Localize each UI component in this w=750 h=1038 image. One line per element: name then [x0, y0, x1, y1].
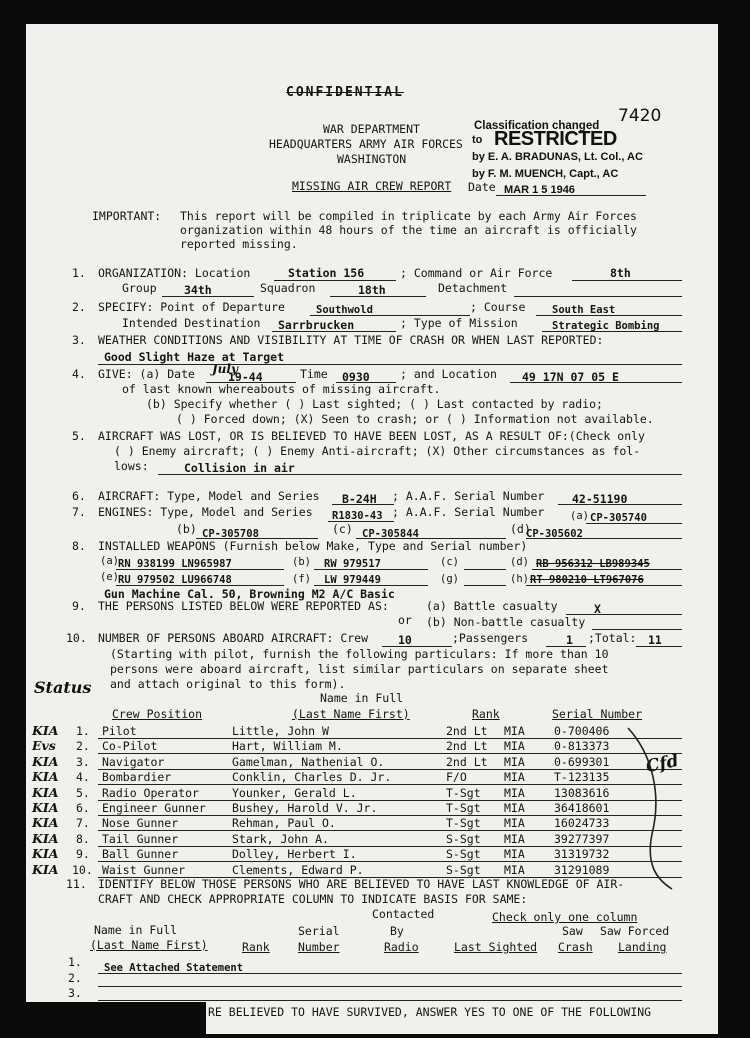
crew-serial: 16024733	[554, 816, 610, 830]
weapon-h-label: (h)	[510, 573, 529, 585]
engine-b-value: CP-305708	[202, 528, 259, 540]
crew-position: Bombardier	[102, 770, 172, 784]
crew-mia: MIA	[504, 801, 525, 815]
status-handwritten: Status	[34, 678, 92, 697]
stamp-restricted: RESTRICTED	[494, 128, 617, 150]
crew-rank: 2nd Lt	[446, 724, 488, 738]
crew-serial: 36418601	[554, 801, 610, 815]
crew-mia: MIA	[504, 755, 525, 769]
crew-row-number: 7.	[76, 816, 90, 830]
squadron-value: 18th	[358, 283, 386, 297]
engine-serial-label: ; A.A.F. Serial Number	[392, 505, 545, 519]
total-count: 11	[648, 633, 662, 647]
crew-status: KIA	[32, 769, 59, 784]
stamp-date-line	[496, 195, 646, 196]
crew-row-number: 9.	[76, 847, 90, 861]
crew-rank: S-Sgt	[446, 832, 481, 846]
course-value: South East	[552, 304, 616, 316]
name-header: (Last Name First)	[292, 707, 410, 721]
classification-header: CONFIDENTIAL	[286, 85, 404, 100]
item-11-line-2: CRAFT AND CHECK APPROPRIATE COLUMN TO INDICATE BASIS FOR SAME:	[98, 892, 528, 906]
departure-value: Southwold	[316, 304, 373, 316]
last-sighted-header: Last Sighted	[454, 940, 538, 954]
item-4-line-2: of last known whereabouts of missing aircraft.	[122, 382, 441, 396]
crew-rank: F/O	[446, 770, 467, 784]
stamp-classification-changed: Classification changed	[474, 120, 600, 132]
side-note-handwritten: Cfd	[644, 750, 681, 778]
location-value: 49 17N 07 05 E	[522, 370, 619, 384]
engine-d-value: CP-305602	[526, 528, 583, 540]
aircraft-serial-value: 42-51190	[572, 492, 628, 506]
crew-rank: T-Sgt	[446, 816, 481, 830]
loss-circumstance-value: Collision in air	[184, 461, 295, 475]
item-11-number: 11.	[66, 877, 87, 891]
weapon-g-label: (g)	[440, 573, 459, 585]
engine-b-label: (b)	[176, 522, 197, 536]
important-line-3: reported missing.	[180, 237, 298, 251]
stamp-by-1: by E. A. BRADUNAS, Lt. Col., AC	[472, 151, 643, 163]
stamp-by-2: by F. M. MUENCH, Capt., AC	[472, 168, 619, 180]
item-11-line-1: IDENTIFY BELOW THOSE PERSONS WHO ARE BELIEVED TO HAVE LAST KNOWLEDGE OF AIR-	[98, 877, 625, 891]
item-4-give: GIVE: (a) Date	[98, 367, 195, 381]
weapon-description: Gun Machine Cal. 50, Browning M2 A/C Basic	[104, 587, 395, 601]
item-4-line-3: (b) Specify whether ( ) Last sighted; ( ) Last contacted by radio;	[146, 397, 603, 411]
crew-row-line	[98, 784, 682, 785]
passengers-label: ;Passengers	[452, 631, 529, 645]
engine-c-label: (c)	[332, 522, 353, 536]
item-10-line-4: and attach original to this form).	[110, 677, 346, 691]
crew-row-line	[98, 753, 682, 754]
item-1-number: 1.	[72, 266, 86, 280]
crew-mia: MIA	[504, 816, 525, 830]
course-label: ; Course	[470, 300, 526, 314]
weapon-h-value: RT 980210 LT967076	[530, 574, 644, 586]
crew-mia: MIA	[504, 847, 525, 861]
by-header: By	[390, 924, 404, 938]
passengers-count: 1	[566, 633, 573, 647]
item-8-number: 8.	[72, 539, 86, 553]
weapon-a-value: RN 938199 LN965987	[118, 558, 232, 570]
mission-type-label: ; Type of Mission	[400, 316, 518, 330]
crew-status: KIA	[32, 831, 59, 846]
or-label: or	[398, 613, 412, 627]
crew-position: Nose Gunner	[102, 816, 179, 830]
crew-name: Stark, John A.	[232, 832, 329, 846]
item-2-label: SPECIFY: Point of Departure	[98, 300, 285, 314]
crew-status: KIA	[32, 815, 59, 830]
non-battle-casualty-label: (b) Non-battle casualty	[426, 615, 586, 629]
item-7-label: ENGINES: Type, Model and Series	[98, 505, 313, 519]
weapon-c-label: (c)	[440, 556, 459, 568]
serial-number-header: Number	[298, 940, 340, 954]
crew-status: KIA	[32, 800, 59, 815]
engine-model-value: R1830-43	[332, 510, 383, 522]
crew-row-number: 10.	[72, 863, 93, 877]
crew-name: Dolley, Herbert I.	[232, 847, 357, 861]
stamp-date-label: Date	[468, 180, 496, 194]
crew-row-number: 1.	[76, 724, 90, 738]
weather-value: Good Slight Haze at Target	[104, 350, 285, 364]
stamp-to: to	[472, 134, 483, 146]
dept-line-1: WAR DEPARTMENT	[323, 122, 420, 136]
item-9-number: 9.	[72, 599, 86, 613]
contacted-header: Contacted	[372, 907, 435, 921]
crew-position: Radio Operator	[102, 786, 199, 800]
crew-position-header: Crew Position	[112, 707, 203, 721]
serial-header-top: Serial	[298, 924, 340, 938]
weapon-e-label: (e)	[100, 571, 119, 583]
weapon-f-label: (f)	[292, 573, 311, 585]
crew-mia: MIA	[504, 739, 525, 753]
witness-row-2-number: 2.	[68, 971, 82, 985]
item-2-number: 2.	[72, 300, 86, 314]
crew-name: Clements, Edward P.	[232, 863, 364, 877]
crew-status: KIA	[32, 785, 59, 800]
command-value: 8th	[610, 266, 631, 280]
rank-header-11: Rank	[242, 940, 270, 954]
crew-status: KIA	[32, 723, 59, 738]
crew-position: Waist Gunner	[102, 863, 186, 877]
squadron-label: Squadron	[260, 281, 316, 295]
crew-rank: T-Sgt	[446, 801, 481, 815]
crew-serial: 0-813373	[554, 739, 610, 753]
last-name-first-header: (Last Name First)	[90, 938, 208, 952]
check-only-header: Check only one column	[492, 910, 638, 924]
item-3-label: WEATHER CONDITIONS AND VISIBILITY AT TIME OF CRASH OR WHEN LAST REPORTED:	[98, 333, 604, 347]
crew-name: Bushey, Harold V. Jr.	[232, 801, 378, 815]
item-4-line-4: ( ) Forced down; (X) Seen to crash; or ( ) Information not available.	[176, 412, 654, 426]
name-full-header: Name in Full	[94, 923, 178, 937]
item-8-label: INSTALLED WEAPONS (Furnish below Make, Type and Serial number)	[98, 539, 528, 553]
crew-status: KIA	[32, 862, 59, 877]
crew-position: Engineer Gunner	[102, 801, 206, 815]
landing-header: Landing	[618, 940, 667, 954]
item-3-number: 3.	[72, 333, 86, 347]
item-4-number: 4.	[72, 367, 86, 381]
important-line-2: organization within 48 hours of the time an aircraft is officially	[180, 223, 637, 237]
command-label: ; Command or Air Force	[400, 266, 553, 280]
detachment-label: Detachment	[438, 281, 508, 295]
item-10-number: 10.	[66, 631, 87, 645]
engine-c-value: CP-305844	[362, 528, 419, 540]
destination-value: Sarrbrucken	[278, 318, 355, 332]
crash-header: Crash	[558, 940, 593, 954]
crew-serial: T-123135	[554, 770, 610, 784]
bracket-mark	[622, 724, 682, 894]
crew-mia: MIA	[504, 724, 525, 738]
dept-line-3: WASHINGTON	[337, 152, 407, 166]
group-label: Group	[122, 281, 157, 295]
crew-serial: 0-700406	[554, 724, 610, 738]
crew-name: Little, John W	[232, 724, 329, 738]
weapon-a-label: (a)	[100, 555, 119, 567]
crew-mia: MIA	[504, 786, 525, 800]
crew-rank: 2nd Lt	[446, 739, 488, 753]
crew-row-line	[98, 830, 682, 831]
total-label: ;Total:	[588, 631, 637, 645]
battle-casualty-label: (a) Battle casualty	[426, 599, 558, 613]
item-10-line-2: (Starting with pilot, furnish the following particulars: If more than 10	[110, 647, 609, 661]
date-value: 19-44	[228, 370, 263, 384]
crew-mia: MIA	[504, 832, 525, 846]
dept-line-2: HEADQUARTERS ARMY AIR FORCES	[269, 137, 463, 151]
crew-row-line	[98, 861, 682, 862]
crew-mia: MIA	[504, 770, 525, 784]
weapon-d-value: RB 956312 LB989345	[536, 558, 650, 570]
crew-position: Navigator	[102, 755, 165, 769]
report-page	[26, 24, 718, 1034]
crew-rank: S-Sgt	[446, 847, 481, 861]
weapon-b-value: RW 979517	[324, 558, 381, 570]
engine-a-label: (a)	[570, 510, 589, 522]
crew-status: KIA	[32, 754, 59, 769]
crew-name: Gamelman, Nathenial O.	[232, 755, 385, 769]
weapon-e-value: RU 979502 LU966748	[118, 574, 232, 586]
saw-header: Saw	[562, 924, 583, 938]
crew-row-number: 8.	[76, 832, 90, 846]
crew-status: Evs	[32, 738, 56, 753]
radio-header: Radio	[384, 940, 419, 954]
location-label: ; and Location	[400, 367, 497, 381]
scan-edge-shadow	[26, 1002, 206, 1034]
crew-mia: MIA	[504, 863, 525, 877]
item-9-label: THE PERSONS LISTED BELOW WERE REPORTED AS:	[98, 599, 389, 613]
stamp-date: MAR 1 5 1946	[504, 184, 575, 196]
crew-rank: 2nd Lt	[446, 755, 488, 769]
crew-row-number: 4.	[76, 770, 90, 784]
crew-serial: 31319732	[554, 847, 610, 861]
destination-label: Intended Destination	[122, 316, 261, 330]
serial-header: Serial Number	[552, 707, 643, 721]
crew-count: 10	[398, 633, 412, 647]
item-1-label: ORGANIZATION: Location	[98, 266, 251, 280]
item-12-partial-line: RE BELIEVED TO HAVE SURVIVED, ANSWER YES TO ONE OF THE FOLLOWING	[208, 1005, 652, 1019]
engine-d-label: (d)	[510, 522, 531, 536]
aircraft-model-value: B-24H	[342, 492, 377, 506]
crew-name: Rehman, Paul O.	[232, 816, 336, 830]
crew-position: Ball Gunner	[102, 847, 179, 861]
time-label: Time	[300, 367, 328, 381]
item-6-label: AIRCRAFT: Type, Model and Series	[98, 489, 320, 503]
crew-name: Hart, William M.	[232, 739, 343, 753]
weapon-b-label: (b)	[292, 556, 311, 568]
crew-position: Co-Pilot	[102, 739, 158, 753]
item-5-number: 5.	[72, 429, 86, 443]
crew-serial: 0-699301	[554, 755, 610, 769]
mission-type-value: Strategic Bombing	[552, 320, 660, 332]
witness-row-3-number: 3.	[68, 986, 82, 1000]
date-month-handwritten: July	[212, 362, 238, 376]
crew-rank: S-Sgt	[446, 863, 481, 877]
crew-position: Tail Gunner	[102, 832, 179, 846]
crew-serial: 31291089	[554, 863, 610, 877]
crew-row-number: 5.	[76, 786, 90, 800]
report-number: 7420	[618, 106, 662, 126]
important-line-1: This report will be compiled in triplicate by each Army Air Forces	[180, 209, 637, 223]
witness-row-1-number: 1.	[68, 955, 82, 969]
crew-name: Conklin, Charles D. Jr.	[232, 770, 392, 784]
item-7-number: 7.	[72, 505, 86, 519]
group-value: 34th	[184, 283, 212, 297]
engine-a-value: CP-305740	[590, 512, 647, 524]
saw-forced-header: Saw Forced	[600, 924, 670, 938]
crew-name: Younker, Gerald L.	[232, 786, 357, 800]
crew-serial: 13083616	[554, 786, 610, 800]
weapon-d-label: (d)	[510, 556, 529, 568]
crew-serial: 39277397	[554, 832, 610, 846]
item-5-line-2: ( ) Enemy aircraft; ( ) Enemy Anti-aircraft; (X) Other circumstances as fol-	[114, 444, 641, 458]
rank-header: Rank	[472, 707, 500, 721]
org-location: Station 156	[288, 266, 365, 280]
witness-row-1-value: See Attached Statement	[104, 962, 244, 974]
crew-row-number: 2.	[76, 739, 90, 753]
time-value: 0930	[342, 370, 370, 384]
crew-row-number: 6.	[76, 801, 90, 815]
report-title: MISSING AIR CREW REPORT	[292, 179, 452, 193]
item-5-line-3: lows:	[114, 459, 149, 473]
item-10-line-3: persons were aboard aircraft, list similar particulars on separate sheet	[110, 662, 609, 676]
item-6-number: 6.	[72, 489, 86, 503]
crew-rank: T-Sgt	[446, 786, 481, 800]
weapon-f-value: LW 979449	[324, 574, 381, 586]
aircraft-serial-label: ; A.A.F. Serial Number	[392, 489, 545, 503]
crew-row-number: 3.	[76, 755, 90, 769]
important-label: IMPORTANT:	[92, 209, 162, 223]
crew-status: KIA	[32, 846, 59, 861]
item-10-label: NUMBER OF PERSONS ABOARD AIRCRAFT: Crew	[98, 631, 369, 645]
item-5-line-1: AIRCRAFT WAS LOST, OR IS BELIEVED TO HAVE BEEN LOST, AS A RESULT OF:(Check only	[98, 429, 645, 443]
name-header-top: Name in Full	[320, 691, 404, 705]
crew-position: Pilot	[102, 724, 137, 738]
battle-casualty-mark: X	[594, 602, 601, 616]
